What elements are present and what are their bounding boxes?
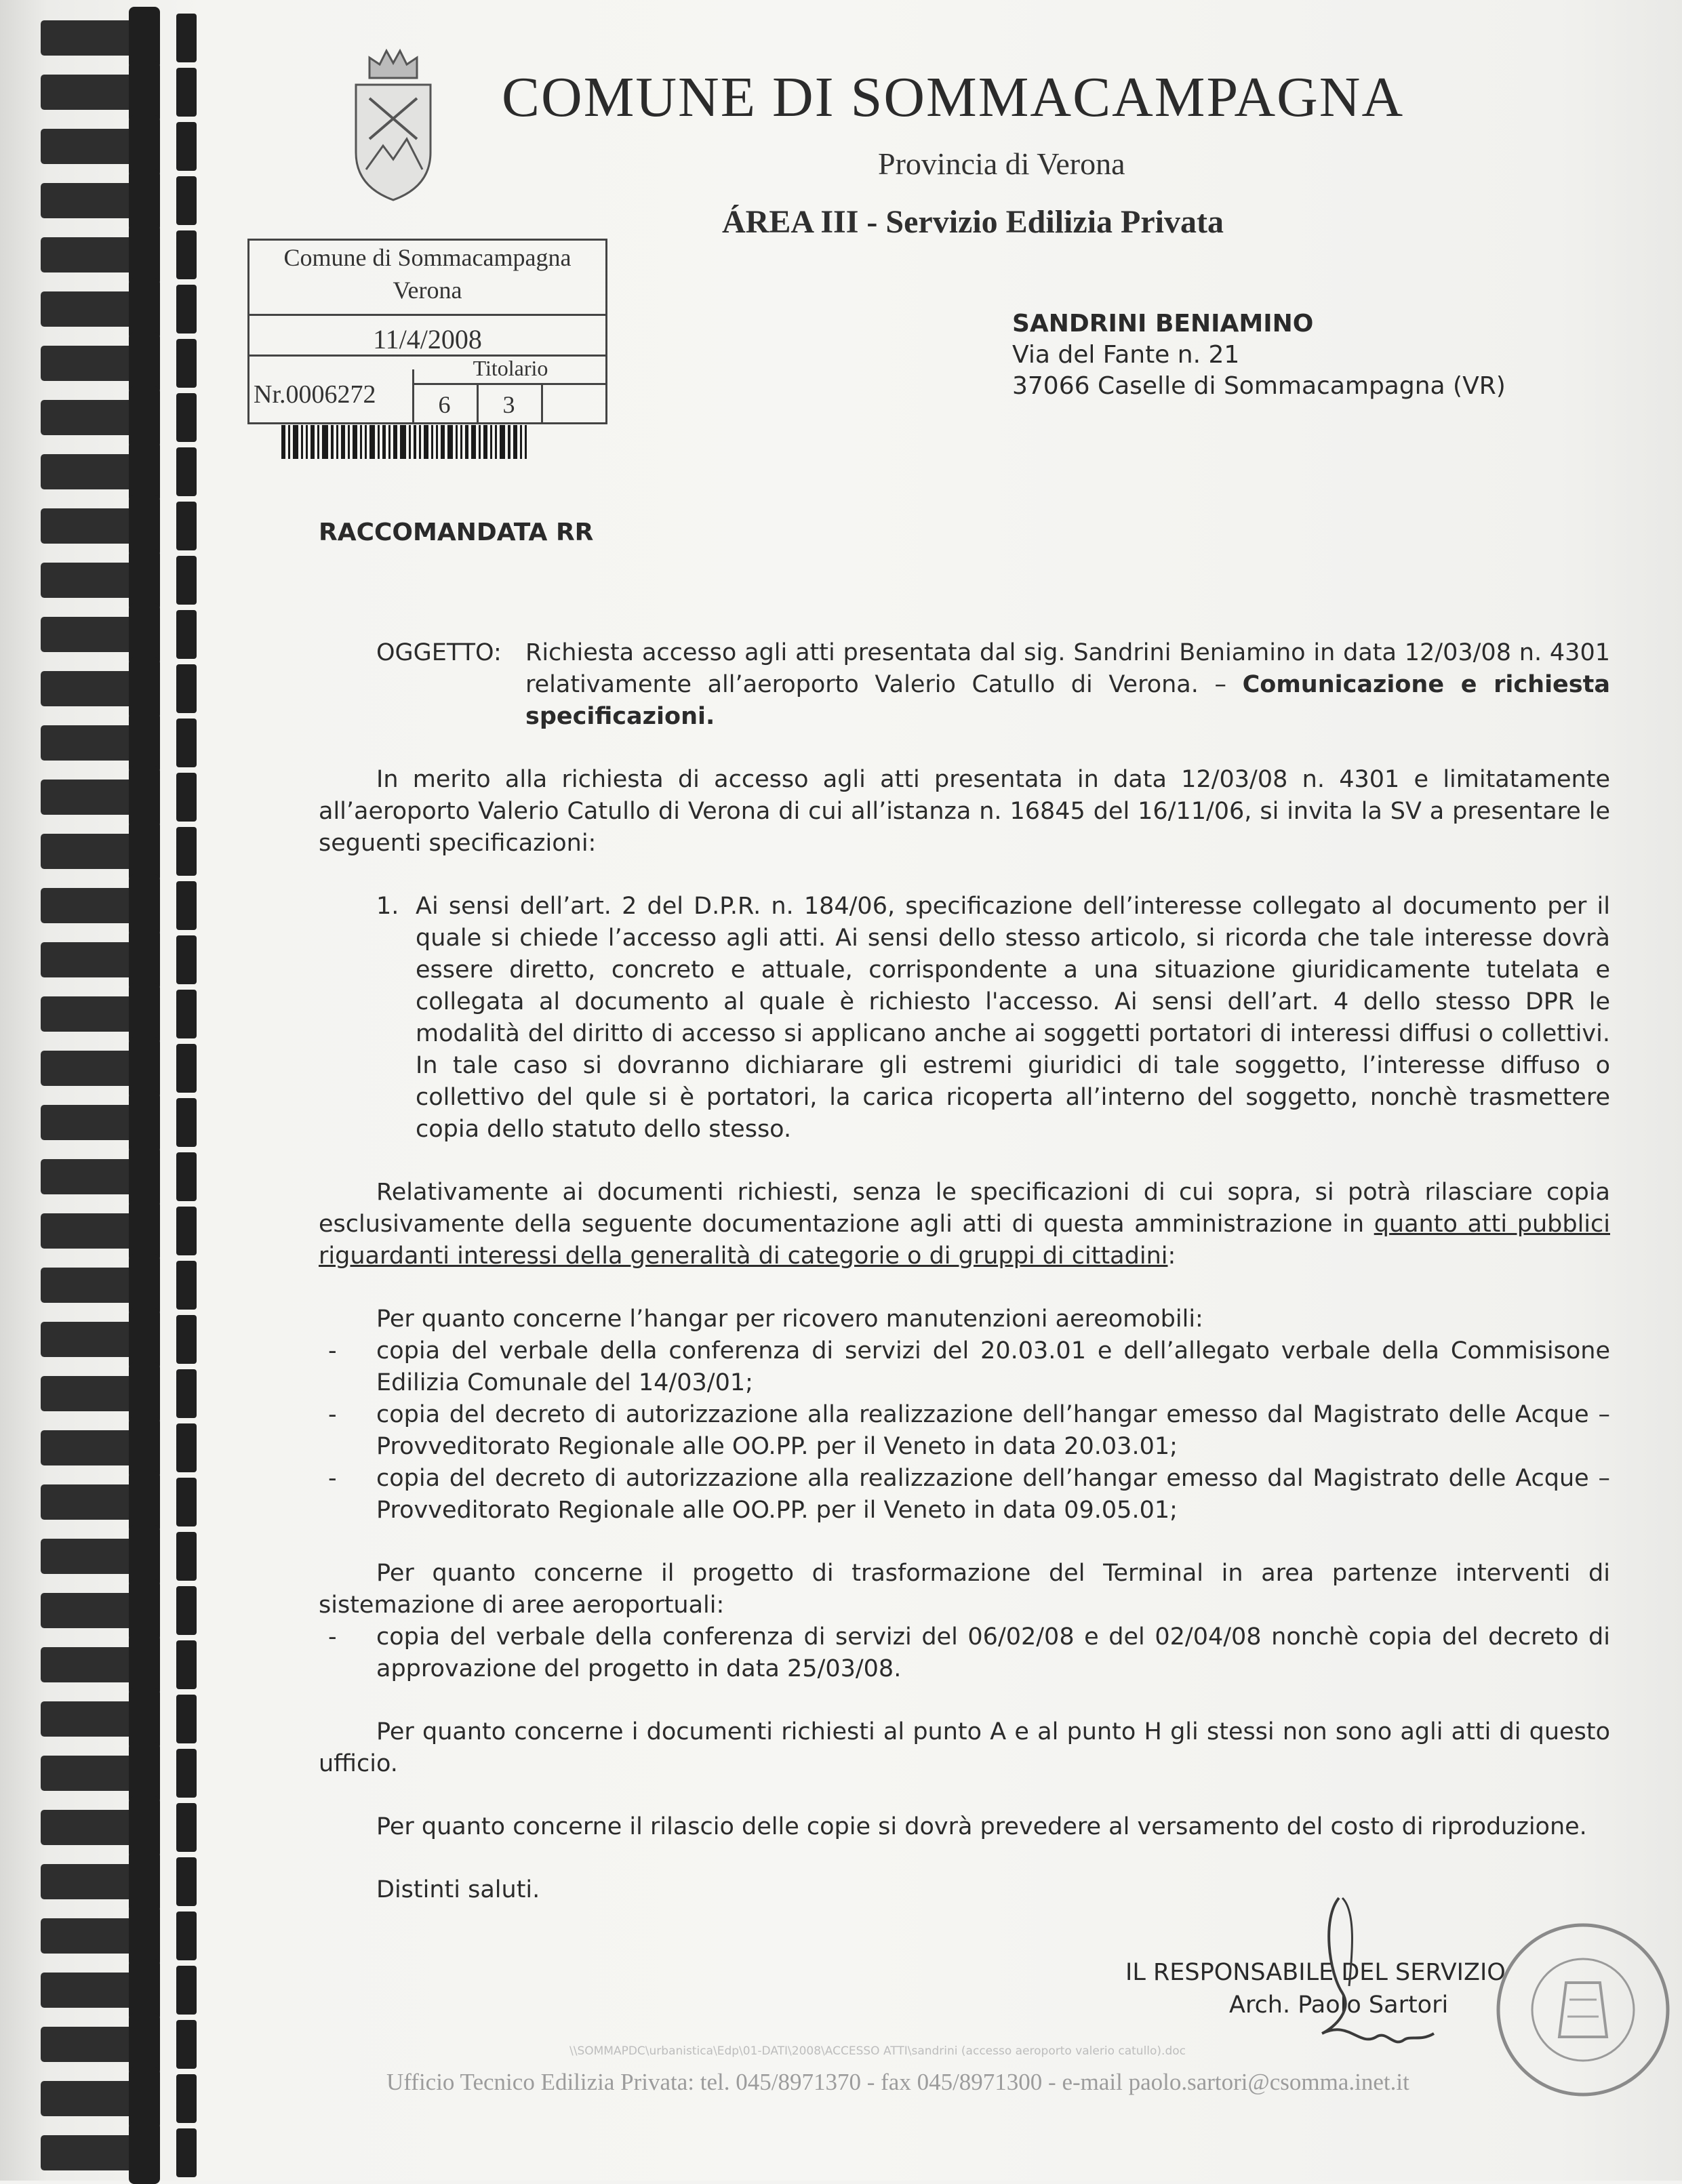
barcode-bar — [382, 425, 386, 459]
documents-underlined: quanto atti pubblici riguardanti interessi della generalità di categorie o di gruppi di cittadini — [319, 1211, 1610, 1270]
copies-cost-paragraph: Per quanto concerne il rilascio delle copie si dovrà prevedere al versamento del costo di riproduzione. — [376, 1813, 1587, 1840]
binding-ring — [41, 278, 197, 340]
barcode-bar — [311, 425, 315, 459]
municipality-title: COMUNE DI SOMMACAMPAGNA — [502, 66, 1405, 129]
round-seal-icon — [1491, 1918, 1675, 2101]
signatory-role: IL RESPONSABILE DEL SERVIZIO — [1125, 1959, 1506, 1986]
protocol-stamp — [247, 239, 607, 424]
binding-ring — [41, 2013, 197, 2076]
list-item-text: copia del verbale della conferenza di servizi del 06/02/08 e del 02/04/08 nonchè copia del decreto di approvazione del progetto in data 25/03/08. — [376, 1623, 1610, 1682]
barcode-bar — [465, 425, 468, 459]
barcode-bar — [456, 425, 458, 459]
list-dash: - — [328, 1401, 337, 1428]
handwritten-signature-icon — [1275, 1891, 1451, 2067]
barcode-bar — [520, 425, 522, 459]
binding-ring — [41, 2067, 197, 2130]
barcode-bar — [378, 425, 380, 459]
terminal-intro: Per quanto concerne il progetto di trasformazione del Terminal in area partenze interventi di sistemazione di aree aeroportuali: — [319, 1560, 1610, 1619]
binding-ring — [41, 658, 197, 720]
list-item-text: copia del decreto di autorizzazione alla realizzazione dell’hangar emesso dal Magistrato delle Acque – Provveditorato Regionale alle OO.PP. per il Veneto in data 20.03.01; — [376, 1401, 1610, 1460]
subject-block — [319, 637, 1610, 733]
stamp-cell — [541, 385, 603, 424]
stamp-titolario-cells — [412, 383, 605, 424]
stamp-municipality: Comune di Sommacampagna — [283, 244, 572, 271]
barcode-icon — [281, 425, 597, 459]
intro-paragraph: In merito alla richiesta di accesso agli atti presentata in data 12/03/08 n. 4301 e limitatamente all’aeroporto Valerio Catullo di Verona di cui all’istanza n. 16845 del 16/11/06, si invita la SV a presentare le seguenti specificazioni: — [319, 766, 1610, 857]
barcode-bar — [369, 425, 375, 459]
barcode-bar — [400, 425, 406, 459]
documents-text: Relativamente ai documenti richiesti, senza le specificazioni di cui sopra, si potrà rilasciare copia esclusivamente della seguente documentazione agli atti di questa amministrazione in — [319, 1179, 1610, 1238]
numbered-item — [319, 891, 1610, 1146]
recipient-address — [1012, 308, 1506, 402]
binding-ring — [41, 224, 197, 286]
binding-ring — [41, 1308, 197, 1371]
barcode-bar — [322, 425, 328, 459]
barcode-bar — [441, 425, 445, 459]
binding-ring — [41, 1525, 197, 1588]
barcode-bar — [388, 425, 391, 459]
letter-body — [319, 637, 1610, 1906]
binding-ring — [41, 712, 197, 774]
barcode-bar — [525, 425, 527, 459]
binding-ring — [41, 983, 197, 1045]
barcode-bar — [353, 425, 357, 459]
binding-ring — [41, 1362, 197, 1425]
delivery-method: RACCOMANDATA RR — [319, 519, 594, 546]
stamp-city: Verona — [393, 277, 462, 304]
barcode-bar — [409, 425, 411, 459]
binding-ring — [41, 1634, 197, 1696]
stamp-divider — [249, 314, 605, 316]
barcode-bar — [471, 425, 476, 459]
binding-ring — [41, 2122, 197, 2184]
recipient-name: SANDRINI BENIAMINO — [1012, 310, 1314, 338]
binding-ring — [41, 1796, 197, 1859]
barcode-bar — [331, 425, 334, 459]
binding-ring — [41, 1091, 197, 1154]
binding-ring — [41, 929, 197, 991]
binding-ring — [41, 7, 197, 69]
list-item-text: copia del verbale della conferenza di servizi del 20.03.01 e dell’allegato verbale della Commisisone Edilizia Comunale del 14/03/01; — [376, 1337, 1610, 1396]
stamp-protocol-number: Nr.0006272 — [254, 380, 376, 409]
barcode-bar — [495, 425, 497, 459]
barcode-bar — [483, 425, 487, 459]
barcode-bar — [317, 425, 319, 459]
barcode-bar — [431, 425, 433, 459]
barcode-bar — [500, 425, 505, 459]
binding-ring — [41, 874, 197, 937]
binding-ring — [41, 1254, 197, 1316]
spiral-binding — [0, 0, 203, 2181]
closing-greeting: Distinti saluti. — [376, 1876, 540, 1903]
barcode-bar — [288, 425, 290, 459]
barcode-bar — [513, 425, 517, 459]
binding-ring — [41, 549, 197, 611]
barcode-bar — [336, 425, 338, 459]
barcode-bar — [414, 425, 416, 459]
binding-ring — [41, 1037, 197, 1099]
stamp-cell: 6 — [412, 385, 479, 424]
list-item — [319, 1335, 1610, 1399]
binding-ring — [41, 169, 197, 232]
binding-ring — [41, 332, 197, 395]
barcode-bar — [306, 425, 308, 459]
binding-ring — [41, 441, 197, 503]
subject-text: Richiesta accesso agli atti presentata dal sig. Sandrini Beniamino in data 12/03/08 n. 4301 relativamente all’aeroporto Valerio Catullo di Verona. – — [525, 639, 1610, 698]
recipient-city: 37066 Caselle di Sommacampagna (VR) — [1012, 372, 1506, 400]
stamp-cell: 3 — [477, 385, 543, 424]
stamp-titolario-label: Titolario — [473, 356, 548, 380]
binding-ring — [41, 1959, 197, 2021]
stamp-date: 11/4/2008 — [373, 324, 482, 355]
list-item-text: copia del decreto di autorizzazione alla realizzazione dell’hangar emesso dal Magistrato delle Acque – Provveditorato Regionale alle OO.PP. per il Veneto in data 09.05.01; — [376, 1465, 1610, 1524]
binding-ring — [41, 820, 197, 883]
list-dash: - — [328, 1337, 337, 1364]
missing-documents-paragraph: Per quanto concerne i documenti richiesti al punto A e al punto H gli stessi non sono agli atti di questo ufficio. — [319, 1718, 1610, 1777]
barcode-bar — [293, 425, 298, 459]
barcode-bar — [281, 425, 285, 459]
barcode-bar — [424, 425, 428, 459]
binding-ring — [41, 386, 197, 449]
subject-label: OGGETTO: — [376, 639, 502, 666]
barcode-bar — [341, 425, 345, 459]
barcode-bar — [460, 425, 462, 459]
binding-ring — [41, 1905, 197, 1967]
province-subtitle: Provincia di Verona — [878, 146, 1125, 181]
list-item — [319, 1621, 1610, 1685]
barcode-bar — [393, 425, 397, 459]
list-item — [319, 1463, 1610, 1526]
item-number: 1. — [376, 893, 399, 920]
documents-end: : — [1167, 1242, 1176, 1270]
barcode-bar — [508, 425, 510, 459]
barcode-bar — [447, 425, 453, 459]
binding-ring — [41, 1146, 197, 1208]
barcode-bar — [419, 425, 421, 459]
recipient-street: Via del Fante n. 21 — [1012, 341, 1240, 369]
document-filepath: \\SOMMAPDC\urbanistica\Edp\01-DATI\2008\ACCESSO ATTI\sandrini (accesso aeroporto valerio catullo).doc — [569, 2044, 1186, 2058]
office-contact-footer: Ufficio Tecnico Edilizia Privata: tel. 045/8971370 - fax 045/8971300 - e-mail paolo.sartori@csomma.inet.it — [386, 2069, 1409, 2095]
hangar-intro: Per quanto concerne l’hangar per ricovero manutenzioni aereomobili: — [376, 1306, 1203, 1333]
binding-ring — [41, 1471, 197, 1533]
binding-ring — [41, 1200, 197, 1262]
municipal-crest-icon — [342, 37, 444, 207]
binding-ring — [41, 1688, 197, 1750]
list-dash: - — [328, 1465, 337, 1492]
binding-ring — [41, 1579, 197, 1642]
list-item — [319, 1399, 1610, 1463]
list-dash: - — [328, 1623, 337, 1651]
barcode-bar — [348, 425, 350, 459]
binding-ring — [41, 1417, 197, 1479]
office-area-title: ÁREA III - Servizio Edilizia Privata — [722, 204, 1224, 240]
binding-ring — [41, 1851, 197, 1913]
binding-ring — [41, 1742, 197, 1804]
subject-bold: Comunicazione e richiesta specificazioni. — [525, 671, 1610, 730]
barcode-bar — [479, 425, 481, 459]
binding-ring — [41, 495, 197, 557]
barcode-bar — [301, 425, 303, 459]
barcode-bar — [360, 425, 362, 459]
item-text: Ai sensi dell’art. 2 del D.P.R. n. 184/06, specificazione dell’interesse collegato al documento per il quale si chiede l’accesso agli atti. Ai sensi dello stesso articolo, si ricorda che tale interesse dovrà essere diretto, concreto e attuale, corrispondente a una situazione giuridicamente tutelata e collegata al documento al quale è richiesto l'accesso. Ai sensi dell’art. 4 dello stesso DPR le modalità del diritto di accesso si applicano anche ai soggetti portatori di interessi diffusi o collettivi. In tale caso si dovranno dichiarare gli estremi giuridici di tale soggetto, l’interesse diffuso o collettivo del qule si è portatori, la carica ricoperta all’interno del soggetto, nonchè trasmettere copia dello statuto dello stesso. — [416, 893, 1610, 1143]
binding-ring — [41, 603, 197, 666]
barcode-bar — [490, 425, 492, 459]
binding-ring — [41, 61, 197, 123]
barcode-bar — [436, 425, 438, 459]
binding-ring — [41, 115, 197, 178]
barcode-bar — [365, 425, 367, 459]
signatory-name: Arch. Paolo Sartori — [1229, 1991, 1449, 2019]
binding-ring — [41, 766, 197, 828]
documents-paragraph — [319, 1177, 1610, 1272]
